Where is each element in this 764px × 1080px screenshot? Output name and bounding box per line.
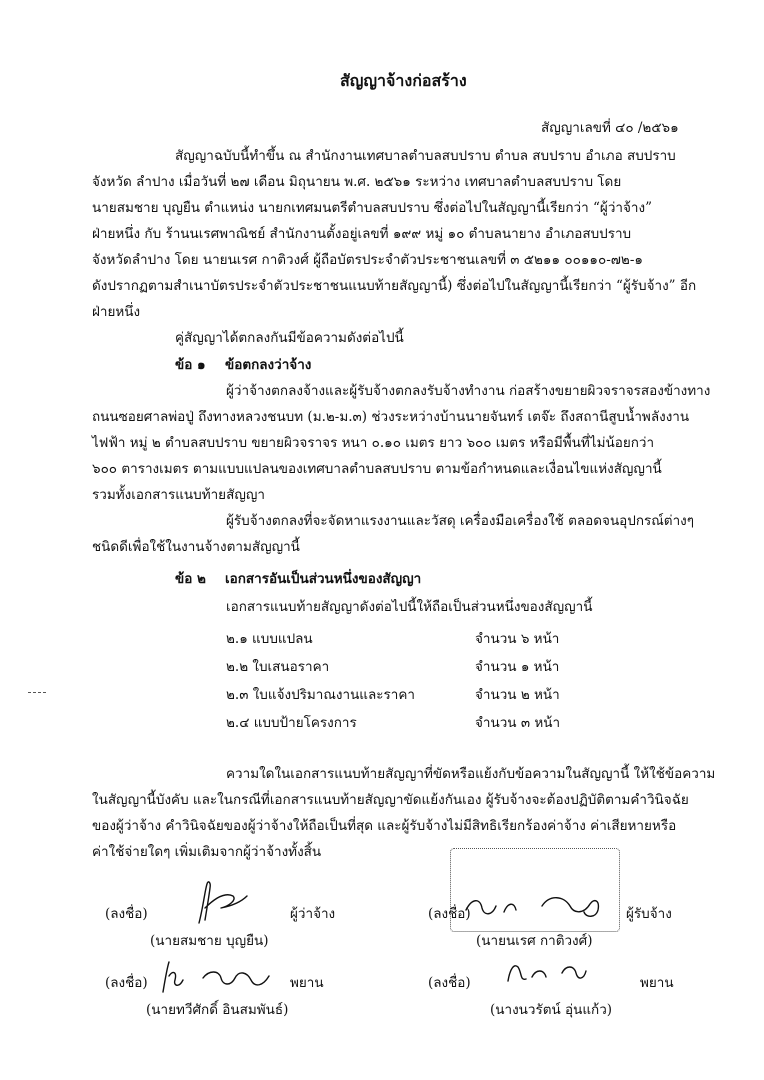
- sign-label-employer: (ลงชื่อ): [105, 906, 148, 922]
- clause1-para1-line-5: รวมทั้งเอกสารแนบท้ายสัญญา: [92, 487, 265, 503]
- conflict-line-3: ของผู้ว่าจ้าง คำวินิจฉัยของผู้ว่าจ้างให้ถือเป็นที่สุด และผู้รับจ้างไม่มีสิทธิเรียกร้องค่าจ้าง ค่าเสียหายหรือ: [92, 818, 677, 834]
- intro-line-6: ดังปรากฏตามสำเนาบัตรประจำตัวประชาชนแนบท้ายสัญญานี้) ซึ่งต่อไปในสัญญานี้เรียกว่า “ผู้รับจ้าง” อีก: [92, 278, 697, 294]
- attachment-item-label: ๒.๒ ใบเสนอราคา: [226, 659, 330, 675]
- clause1-para1-line-2: ถนนซอยศาลพ่อปู่ ถึงทางหลวงชนบท (ม.๒-ม.๓) ช่วงระหว่างบ้านนายจันทร์ เตจ๊ะ ถึงสถานีสูบน้ำพลังงาน: [92, 409, 690, 425]
- contractor-role: ผู้รับจ้าง: [626, 906, 672, 922]
- witness1-role: พยาน: [290, 975, 324, 991]
- attachment-item-count: จำนวน ๓ หน้า: [475, 715, 561, 731]
- clause1-para2-line-1: ผู้รับจ้างตกลงที่จะจัดหาแรงงานและวัสดุ เครื่องมือเครื่องใช้ ตลอดจนอุปกรณ์ต่างๆ: [226, 513, 694, 529]
- attachment-item-count: จำนวน ๖ หน้า: [475, 631, 560, 647]
- clause1-para2-line-2: ชนิดดีเพื่อใช้ในงานจ้างตามสัญญานี้: [92, 539, 300, 555]
- attachment-item-count: จำนวน ๑ หน้า: [475, 659, 560, 675]
- witness1-signature: [155, 958, 285, 998]
- clause2-intro: เอกสารแนบท้ายสัญญาดังต่อไปนี้ให้ถือเป็นส่วนหนึ่งของสัญญานี้: [226, 599, 593, 615]
- contract-number: สัญญาเลขที่ ๔๐ /๒๕๖๑: [541, 120, 679, 136]
- employer-name: (นายสมชาย บุญยืน): [150, 933, 269, 949]
- clause1-para1-line-1: ผู้ว่าจ้างตกลงจ้างและผู้รับจ้างตกลงรับจ้างทำงาน ก่อสร้างขยายผิวจราจรสองข้างทาง: [226, 383, 711, 399]
- employer-role: ผู้ว่าจ้าง: [290, 906, 336, 922]
- conflict-line-1: ความใดในเอกสารแนบท้ายสัญญาที่ขัดหรือแย้งกับข้อความในสัญญานี้ ให้ใช้ข้อความ: [226, 766, 716, 782]
- sign-label-witness1: (ลงชื่อ): [105, 975, 148, 991]
- intro-line-5: จังหวัดลำปาง โดย นายนเรศ กาติวงศ์ ผู้ถือบัตรประจำตัวประชาชนเลขที่ ๓ ๕๒๑๑ ๐๐๑๑๐-๗๒-๑: [92, 252, 643, 268]
- witness1-name: (นายทวีศักดิ์ อินสมพันธ์): [146, 1002, 289, 1018]
- clause1-para1-line-4: ๖๐๐ ตารางเมตร ตามแบบแปลนของเทศบาลตำบลสบปราบ ตามข้อกำหนดและเงื่อนไขแห่งสัญญานี้: [92, 461, 662, 477]
- intro-line-2: จังหวัด ลำปาง เมื่อวันที่ ๒๗ เดือน มิถุนายน พ.ศ. ๒๕๖๑ ระหว่าง เทศบาลตำบลสบปราบ โดย: [92, 174, 622, 190]
- margin-mark: [28, 692, 46, 693]
- sign-label-contractor: (ลงชื่อ): [428, 906, 471, 922]
- attachment-item-count: จำนวน ๒ หน้า: [475, 687, 560, 703]
- witness2-signature: [502, 955, 592, 991]
- clause2-heading: เอกสารอันเป็นส่วนหนึ่งของสัญญา: [225, 571, 422, 587]
- attachment-item-label: ๒.๔ แบบป้ายโครงการ: [226, 715, 357, 731]
- intro-line-4: ฝ่ายหนึ่ง กับ ร้านนเรศพาณิชย์ สำนักงานตั้งอยู่เลขที่ ๑๙๙ หมู่ ๑๐ ตำบลนายาง อำเภอสบปราบ: [92, 226, 632, 242]
- agreement-line: คู่สัญญาได้ตกลงกันมีข้อความดังต่อไปนี้: [175, 330, 404, 346]
- clause1-para1-line-3: ไฟฟ้า หมู่ ๒ ตำบลสบปราบ ขยายผิวจราจร หนา ๐.๑๐ เมตร ยาว ๖๐๐ เมตร หรือมีพื้นที่ไม่น้อยกว่า: [92, 435, 655, 451]
- sign-label-witness2: (ลงชื่อ): [428, 975, 471, 991]
- clause2-number: ข้อ ๒: [175, 571, 206, 587]
- contractor-signature: [460, 888, 620, 928]
- witness2-role: พยาน: [640, 975, 674, 991]
- document-title: สัญญาจ้างก่อสร้าง: [340, 71, 467, 90]
- attachment-item-label: ๒.๓ ใบแจ้งปริมาณงานและราคา: [226, 687, 415, 703]
- conflict-line-4: ค่าใช้จ่ายใดๆ เพิ่มเติมจากผู้ว่าจ้างทั้งสิ้น: [92, 844, 322, 860]
- clause1-number: ข้อ ๑: [175, 357, 206, 373]
- conflict-line-2: ในสัญญานี้บังคับ และในกรณีที่เอกสารแนบท้ายสัญญาขัดแย้งกันเอง ผู้รับจ้างจะต้องปฏิบัติตามคำวินิจฉัย: [92, 792, 689, 808]
- clause1-heading: ข้อตกลงว่าจ้าง: [225, 357, 312, 373]
- intro-line-3: นายสมชาย บุญยืน ตำแหน่ง นายกเทศมนตรีตำบลสบปราบ ซึ่งต่อไปในสัญญานี้เรียกว่า “ผู้ว่าจ้าง”: [92, 200, 652, 216]
- intro-line-1: สัญญาฉบับนี้ทำขึ้น ณ สำนักงานเทศบาลตำบลสบปราบ ตำบล สบปราบ อำเภอ สบปราบ: [175, 148, 676, 164]
- intro-line-7: ฝ่ายหนึ่ง: [92, 304, 141, 320]
- employer-signature: [185, 878, 265, 928]
- attachment-item-label: ๒.๑ แบบแปลน: [226, 631, 313, 647]
- contractor-name: (นายนเรศ กาติวงศ์): [476, 933, 593, 949]
- witness2-name: (นางนวรัตน์ อุ่นแก้ว): [490, 1002, 613, 1018]
